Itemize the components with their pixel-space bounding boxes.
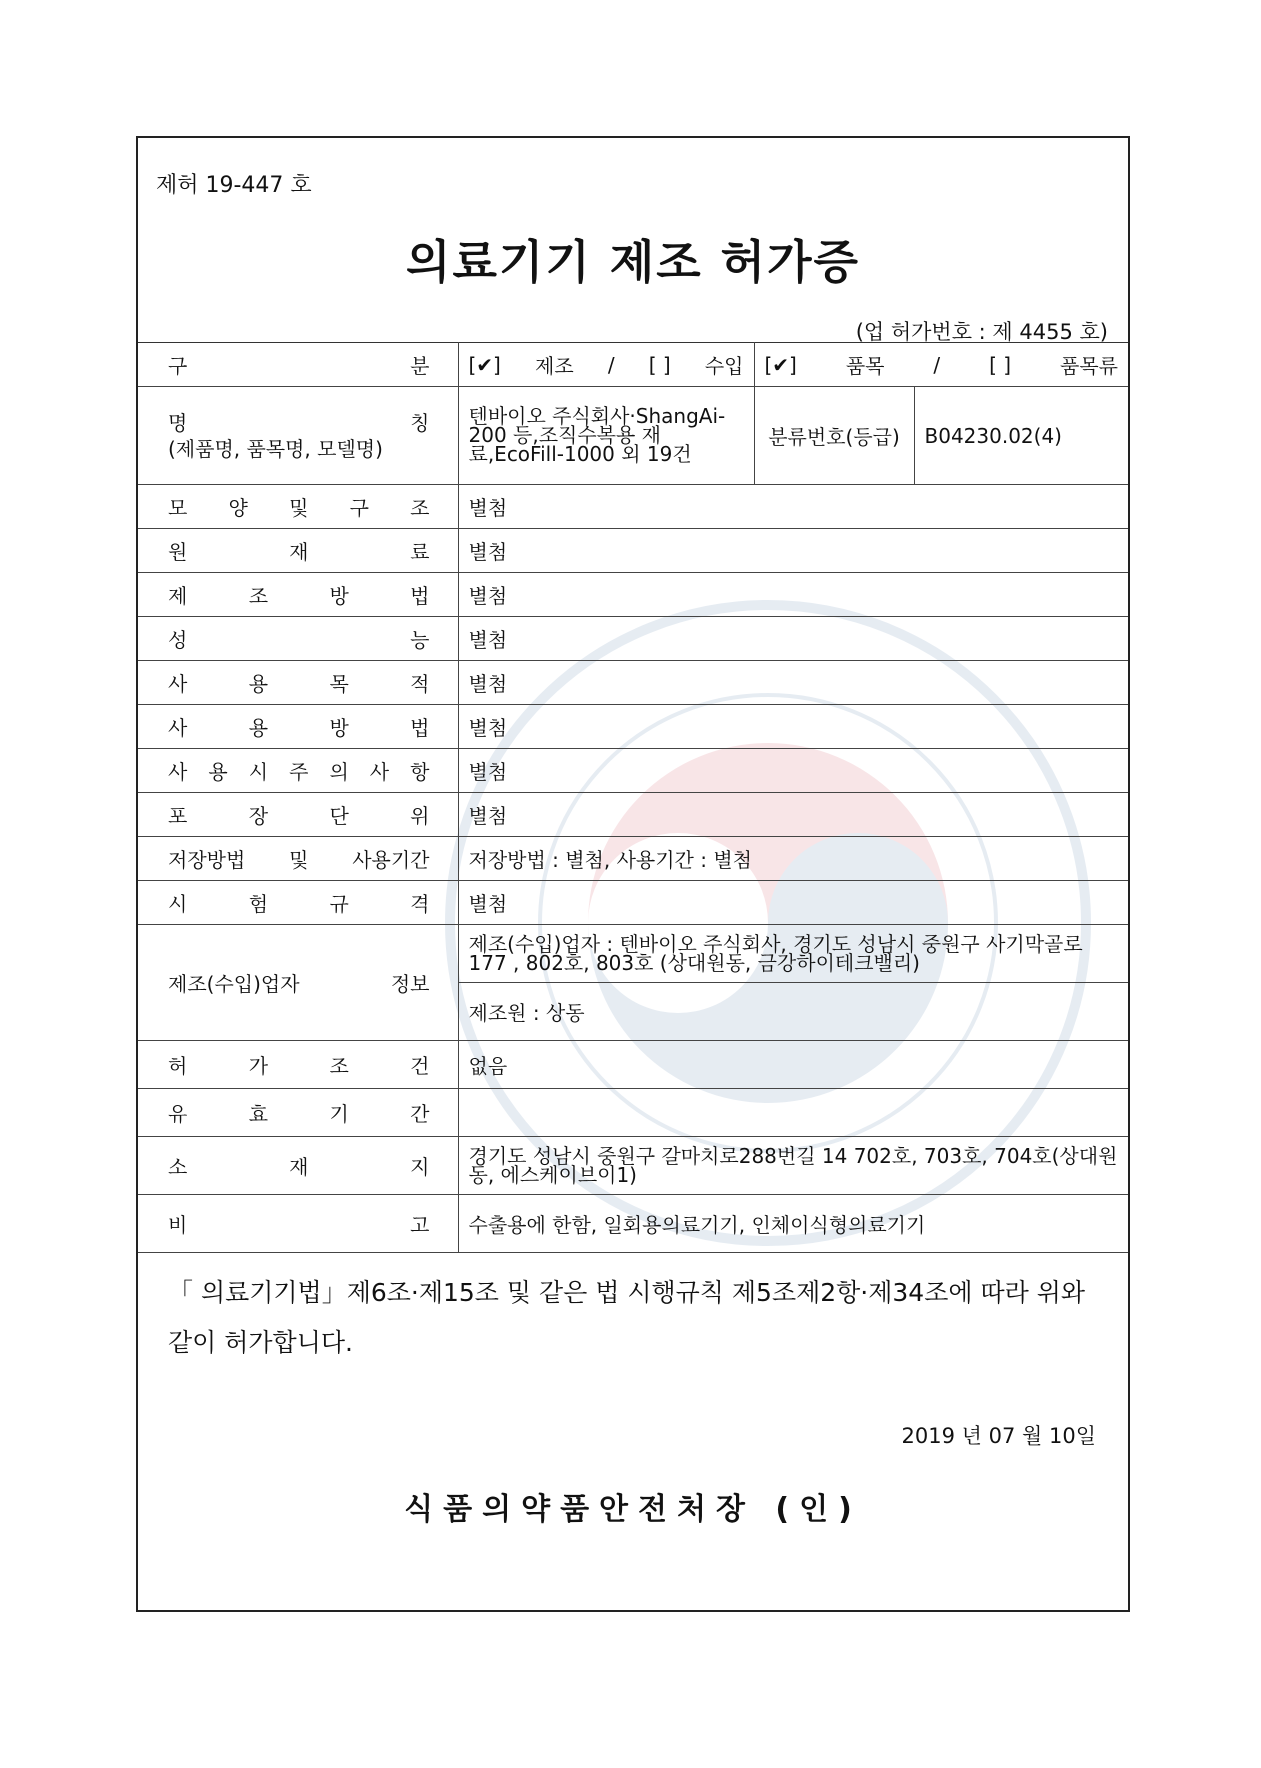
import-checkbox: [ ] — [648, 352, 671, 377]
import-label: 수입 — [704, 354, 744, 378]
location-row — [138, 1137, 1128, 1195]
row-value: 별첨 — [458, 881, 1128, 925]
row-value: 별첨 — [458, 529, 1128, 573]
permit-number: 제허 19-447 호 — [156, 173, 312, 198]
table-row — [138, 617, 1128, 661]
manufacturer-origin-value: 제조원 : 상동 — [458, 983, 1128, 1041]
row-value: 별첨 — [458, 617, 1128, 661]
certificate-frame — [136, 136, 1130, 1612]
manufacture-import-cell — [458, 343, 754, 387]
conditions-row — [138, 1041, 1128, 1089]
row-value: 별첨 — [458, 793, 1128, 837]
item-class-label: 품목류 — [1060, 354, 1119, 378]
row-value: 별첨 — [458, 573, 1128, 617]
row-label: 시 험 규 격 — [138, 881, 458, 925]
row-label: 원 재 료 — [138, 529, 458, 573]
manufacture-label: 제조 — [535, 354, 574, 378]
validity-row — [138, 1089, 1128, 1137]
table-row — [138, 705, 1128, 749]
remarks-label: 비 고 — [138, 1195, 458, 1253]
location-label: 소 재 지 — [138, 1137, 458, 1195]
row-label: 포 장 단 위 — [138, 793, 458, 837]
legal-statement: 「 의료기기법」제6조·제15조 및 같은 법 시행규칙 제5조제2항·제34조에 따라 위와 같이 허가합니다. — [168, 1278, 1086, 1357]
table-row — [138, 793, 1128, 837]
name-label — [138, 387, 458, 485]
table-row — [138, 661, 1128, 705]
name-label-line2: (제품명, 품목명, 모델명) — [168, 436, 383, 461]
class-number-label: 분류번호(등급) — [754, 387, 914, 485]
manufacturer-info-value: 제조(수입)업자 : 텐바이오 주식회사, 경기도 성남시 중원구 사기막골로 177 , 802호, 803호 (상대원동, 금강하이테크밸리) — [458, 925, 1128, 983]
row-label: 사 용 시 주 의 사 항 — [138, 749, 458, 793]
validity-label: 유 효 기 간 — [138, 1089, 458, 1137]
name-label-line1: 명 칭 — [168, 410, 430, 435]
row-label: 사 용 목 적 — [138, 661, 458, 705]
item-class-checkbox: [ ] — [989, 352, 1012, 377]
manufacturer-label: 제조(수입)업자 정보 — [138, 925, 458, 1041]
remarks-row — [138, 1195, 1128, 1253]
document-title: 의료기기 제조 허가증 — [406, 235, 860, 289]
table-row — [138, 837, 1128, 881]
validity-value — [458, 1089, 1128, 1137]
row-label: 저장방법 및 사용기간 — [138, 837, 458, 881]
table-row — [138, 485, 1128, 529]
issue-date: 2019 년 07 월 10일 — [901, 1424, 1096, 1448]
item-label: 품목 — [845, 354, 885, 378]
class-number-value: B04230.02(4) — [914, 387, 1128, 485]
remarks-value: 수출용에 한함, 일회용의료기기, 인체이식형의료기기 — [458, 1195, 1128, 1253]
row-label: 제 조 방 법 — [138, 573, 458, 617]
permit-details-table — [138, 342, 1128, 1253]
row-label: 모 양 및 구 조 — [138, 485, 458, 529]
classification-label: 구 분 — [138, 343, 458, 387]
row-label: 성 능 — [138, 617, 458, 661]
row-value: 별첨 — [458, 705, 1128, 749]
table-row — [138, 529, 1128, 573]
item-type-cell — [754, 343, 1128, 387]
row-value: 저장방법 : 별첨, 사용기간 : 별첨 — [458, 837, 1128, 881]
slash-separator: / — [607, 352, 615, 377]
manufacture-checkbox: [✔] — [468, 352, 501, 377]
product-name-value: 텐바이오 주식회사·ShangAi-200 등,조직수복용 재료,EcoFill-1000 외 19건 — [458, 387, 754, 485]
row-value: 별첨 — [458, 661, 1128, 705]
conditions-label: 허 가 조 건 — [138, 1041, 458, 1089]
classification-row — [138, 343, 1128, 387]
item-checkbox: [✔] — [764, 352, 797, 377]
row-value: 별첨 — [458, 485, 1128, 529]
name-row — [138, 387, 1128, 485]
business-permit-number: (업 허가번호 : 제 4455 호) — [855, 320, 1108, 344]
row-label: 사 용 방 법 — [138, 705, 458, 749]
table-row — [138, 749, 1128, 793]
table-row — [138, 573, 1128, 617]
table-row — [138, 881, 1128, 925]
conditions-value: 없음 — [458, 1041, 1128, 1089]
manufacturer-info-row — [138, 925, 1128, 983]
issuer-name: 식품의약품안전처장 (인) — [404, 1492, 862, 1527]
location-value: 경기도 성남시 중원구 갈마치로288번길 14 702호, 703호, 704호(상대원동, 에스케이브이1) — [458, 1137, 1128, 1195]
row-value: 별첨 — [458, 749, 1128, 793]
slash-separator-2: / — [933, 352, 941, 377]
